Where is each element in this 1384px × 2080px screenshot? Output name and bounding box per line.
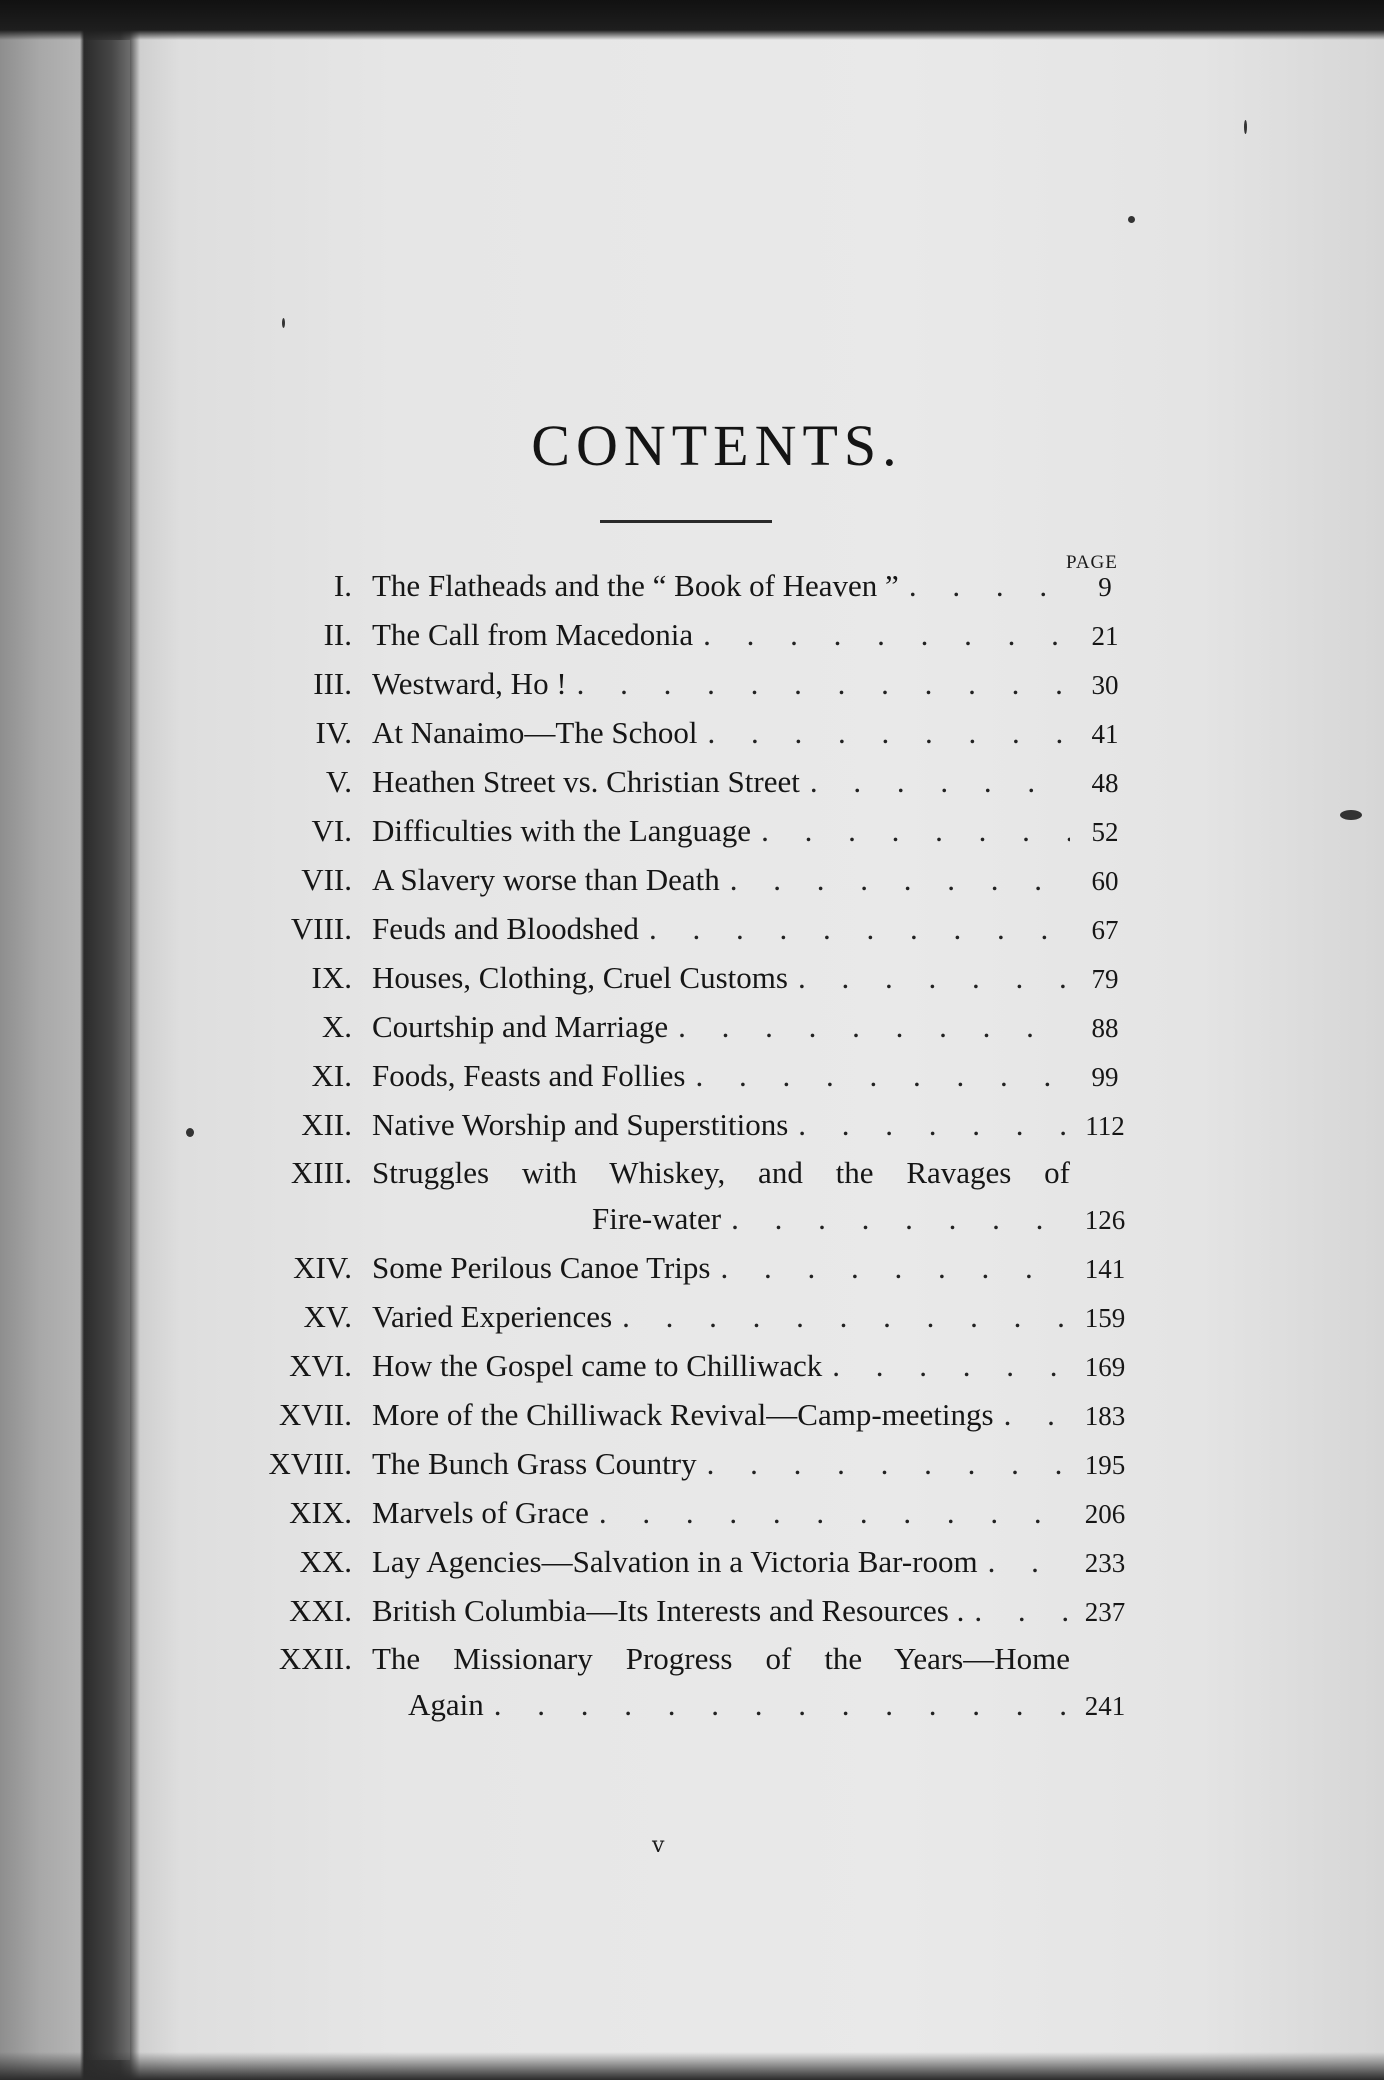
page-number: 169 bbox=[1084, 1352, 1126, 1382]
page-number: 99 bbox=[1091, 1062, 1119, 1092]
chapter-title: Marvels of Grace bbox=[372, 1495, 589, 1530]
page-number: 21 bbox=[1091, 621, 1119, 651]
toc-entry-3 bbox=[200, 660, 1140, 709]
dust-speck bbox=[1244, 120, 1247, 134]
chapter-number: XIX. bbox=[289, 1495, 352, 1530]
chapter-title: Varied Experiences bbox=[372, 1299, 613, 1334]
chapter-number: XI. bbox=[311, 1058, 352, 1093]
dot-leader bbox=[822, 1342, 1070, 1389]
toc-entry-9 bbox=[200, 954, 1140, 1003]
title-rule bbox=[600, 520, 772, 523]
page-number: 141 bbox=[1084, 1254, 1126, 1284]
dot-leader bbox=[710, 1244, 1070, 1291]
toc-entry-13-line-2 bbox=[200, 1195, 1140, 1244]
toc-entry-12 bbox=[200, 1101, 1140, 1150]
chapter-title: Native Worship and Superstitions bbox=[372, 1107, 789, 1142]
chapter-number: XVI. bbox=[289, 1348, 352, 1383]
toc-entry-15 bbox=[200, 1293, 1140, 1342]
chapter-title: More of the Chilliwack Revival—Camp-meetings bbox=[372, 1397, 994, 1432]
page-number: 195 bbox=[1084, 1450, 1126, 1480]
dot-leader bbox=[721, 1195, 1070, 1242]
chapter-number: XX. bbox=[299, 1544, 352, 1579]
dot-leader bbox=[788, 954, 1070, 1001]
chapter-title: Courtship and Marriage bbox=[372, 1009, 669, 1044]
chapter-number: I. bbox=[333, 568, 352, 603]
dot-leader bbox=[567, 660, 1070, 707]
dot-leader bbox=[693, 611, 1070, 658]
dot-leader bbox=[751, 807, 1070, 854]
chapter-number: IV. bbox=[315, 715, 352, 750]
toc-entry-19 bbox=[200, 1489, 1140, 1538]
chapter-number: XIV. bbox=[293, 1250, 352, 1285]
dot-leader bbox=[788, 1101, 1070, 1148]
page-number: 159 bbox=[1084, 1303, 1126, 1333]
toc-entry-11 bbox=[200, 1052, 1140, 1101]
chapter-title: British Columbia—Its Interests and Resources . bbox=[372, 1593, 965, 1628]
chapter-title: Difficulties with the Language bbox=[372, 813, 752, 848]
dust-speck bbox=[1128, 216, 1135, 223]
chapter-number: XVII. bbox=[278, 1397, 352, 1432]
dot-leader bbox=[994, 1391, 1070, 1438]
chapter-number: VIII. bbox=[290, 911, 352, 946]
page-number: 183 bbox=[1084, 1401, 1126, 1431]
toc-entry-4 bbox=[200, 709, 1140, 758]
toc-entry-22-line-1 bbox=[200, 1636, 1140, 1681]
toc-entry-1 bbox=[200, 562, 1140, 611]
page-number: 9 bbox=[1098, 572, 1112, 602]
toc-entry-2 bbox=[200, 611, 1140, 660]
chapter-number: X. bbox=[321, 1009, 352, 1044]
toc-entry-14 bbox=[200, 1244, 1140, 1293]
toc-entry-17 bbox=[200, 1391, 1140, 1440]
dust-speck bbox=[186, 1128, 194, 1137]
chapter-title: The Bunch Grass Country bbox=[372, 1446, 697, 1481]
page-bottom-shadow bbox=[0, 2052, 1384, 2080]
chapter-number: XIII. bbox=[290, 1155, 352, 1190]
chapter-title: Struggles with Whiskey, and the Ravages of bbox=[372, 1155, 1070, 1190]
chapter-number: VII. bbox=[301, 862, 352, 897]
chapter-number: IX. bbox=[311, 960, 352, 995]
toc-entry-22-line-2 bbox=[200, 1681, 1140, 1730]
book-gutter bbox=[84, 40, 130, 2060]
chapter-title: The Flatheads and the “ Book of Heaven ” bbox=[372, 568, 899, 603]
dot-leader bbox=[978, 1538, 1070, 1585]
chapter-number: V. bbox=[325, 764, 352, 799]
toc-entry-18 bbox=[200, 1440, 1140, 1489]
page-number: 88 bbox=[1091, 1013, 1119, 1043]
chapter-title-continued: Again bbox=[408, 1687, 484, 1722]
dot-leader bbox=[697, 709, 1070, 756]
dot-leader bbox=[899, 562, 1070, 609]
page-title: CONTENTS. bbox=[531, 413, 903, 478]
page-number: 30 bbox=[1091, 670, 1119, 700]
toc-entry-13-line-1 bbox=[200, 1150, 1140, 1195]
chapter-number: VI. bbox=[311, 813, 352, 848]
page-number: 67 bbox=[1091, 915, 1119, 945]
chapter-title: A Slavery worse than Death bbox=[372, 862, 720, 897]
chapter-number: II. bbox=[323, 617, 352, 652]
page-number: 52 bbox=[1091, 817, 1119, 847]
table-of-contents bbox=[200, 562, 1140, 1730]
dot-leader bbox=[639, 905, 1070, 952]
chapter-title: Westward, Ho ! bbox=[372, 666, 567, 701]
signature-mark: v bbox=[652, 1833, 665, 1858]
chapter-title: Heathen Street vs. Christian Street bbox=[372, 764, 800, 799]
dot-leader bbox=[720, 856, 1070, 903]
toc-entry-10 bbox=[200, 1003, 1140, 1052]
dot-leader bbox=[685, 1052, 1070, 1099]
chapter-number: III. bbox=[313, 666, 352, 701]
chapter-title: Houses, Clothing, Cruel Customs bbox=[372, 960, 788, 995]
dot-leader bbox=[964, 1587, 1070, 1634]
page-number: 233 bbox=[1084, 1548, 1126, 1578]
chapter-number: XVIII. bbox=[268, 1446, 352, 1481]
page-number: 60 bbox=[1091, 866, 1119, 896]
chapter-title: The Missionary Progress of the Years—Home bbox=[372, 1641, 1070, 1676]
page-column-label: PAGE bbox=[1066, 552, 1118, 573]
toc-entry-8 bbox=[200, 905, 1140, 954]
dust-speck bbox=[282, 318, 285, 328]
page-number: 112 bbox=[1085, 1111, 1125, 1141]
page-number: 126 bbox=[1084, 1205, 1126, 1235]
toc-entry-5 bbox=[200, 758, 1140, 807]
dot-leader bbox=[697, 1440, 1070, 1487]
chapter-title-continued: Fire-water bbox=[592, 1201, 722, 1236]
chapter-title: Feuds and Bloodshed bbox=[372, 911, 639, 946]
chapter-number: XXI. bbox=[289, 1593, 352, 1628]
page-number: 237 bbox=[1084, 1597, 1126, 1627]
dot-leader bbox=[800, 758, 1070, 805]
toc-entry-20 bbox=[200, 1538, 1140, 1587]
page-number: 206 bbox=[1084, 1499, 1126, 1529]
chapter-title: Some Perilous Canoe Trips bbox=[372, 1250, 711, 1285]
dot-leader bbox=[668, 1003, 1070, 1050]
dot-leader bbox=[484, 1681, 1070, 1728]
page-number: 48 bbox=[1091, 768, 1119, 798]
page-number: 41 bbox=[1091, 719, 1119, 749]
chapter-title: How the Gospel came to Chilliwack bbox=[372, 1348, 823, 1383]
chapter-number: XXII. bbox=[278, 1641, 352, 1676]
toc-entry-6 bbox=[200, 807, 1140, 856]
toc-entry-7 bbox=[200, 856, 1140, 905]
page-top-shadow bbox=[0, 0, 1384, 40]
dot-leader bbox=[589, 1489, 1070, 1536]
chapter-title: Lay Agencies—Salvation in a Victoria Bar-room bbox=[372, 1544, 978, 1579]
chapter-title: Foods, Feasts and Follies bbox=[372, 1058, 686, 1093]
toc-entry-16 bbox=[200, 1342, 1140, 1391]
chapter-title: The Call from Macedonia bbox=[372, 617, 694, 652]
page-number: 79 bbox=[1091, 964, 1119, 994]
chapter-number: XII. bbox=[301, 1107, 352, 1142]
chapter-title: At Nanaimo—The School bbox=[372, 715, 698, 750]
dust-speck bbox=[1340, 810, 1362, 820]
toc-entry-21 bbox=[200, 1587, 1140, 1636]
page-number: 241 bbox=[1084, 1691, 1126, 1721]
dot-leader bbox=[612, 1293, 1070, 1340]
chapter-number: XV. bbox=[303, 1299, 352, 1334]
